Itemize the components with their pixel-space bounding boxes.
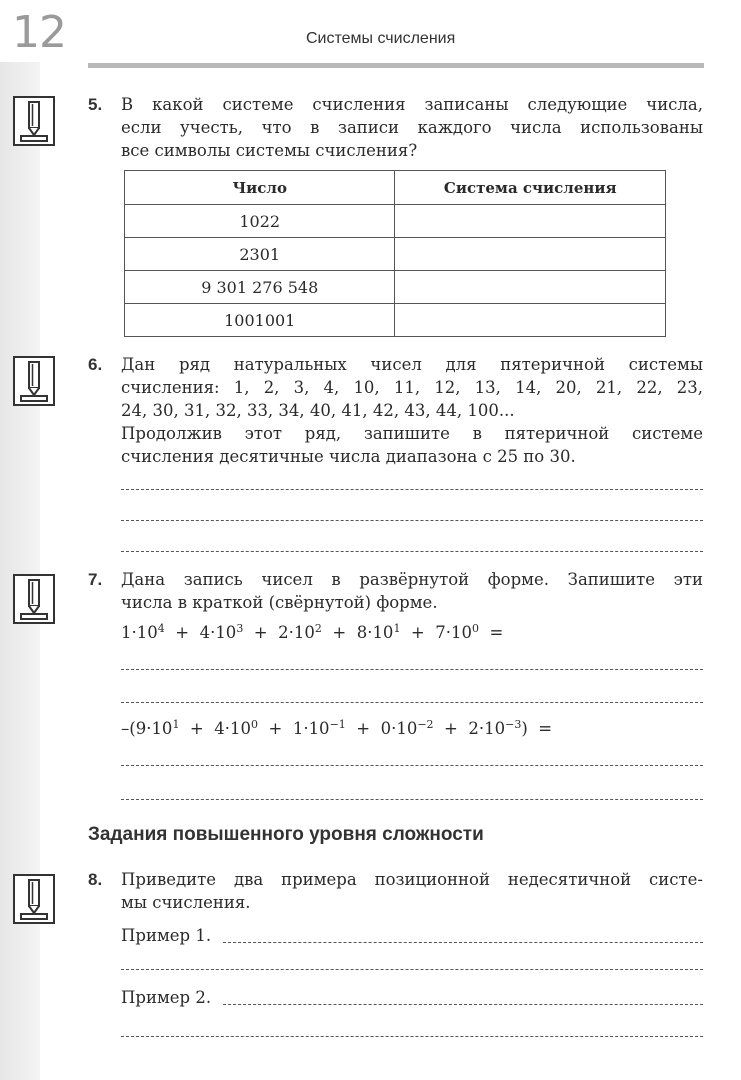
- term-coefficient: 9: [135, 719, 147, 738]
- task-5-line-3: все символы системы счисления?: [121, 141, 418, 160]
- term-base: 10: [396, 719, 418, 738]
- pencil-task-icon: [13, 356, 55, 406]
- table-row: [125, 304, 666, 337]
- task-8-line-1: Приведите два примера позиционной недесятичной систе-: [121, 870, 703, 889]
- answer-cell[interactable]: [395, 271, 666, 304]
- task-6-line-5: счисления десятичные числа диапазона с 25 по 30.: [121, 447, 576, 466]
- term-exponent: 0: [251, 718, 258, 731]
- term-coefficient: 0: [380, 719, 392, 738]
- task-6-line-1: Дан ряд натуральных чисел для пятеричной системы: [121, 355, 703, 374]
- answer-line[interactable]: [223, 942, 703, 943]
- task-6-number: 6.: [88, 355, 103, 374]
- task-7-line-1: Дана запись чисел в развёрнутой форме. Запишите эти: [121, 570, 703, 589]
- answer-cell[interactable]: [395, 238, 666, 271]
- example-2-label: Пример 2.: [121, 988, 212, 1007]
- answer-line[interactable]: [121, 489, 703, 490]
- answer-cell[interactable]: [395, 205, 666, 238]
- answer-line[interactable]: [121, 969, 703, 970]
- term-base: 10: [484, 719, 506, 738]
- answer-line[interactable]: [121, 799, 703, 800]
- task-5-text: [121, 93, 703, 162]
- task-6-line-3: 24, 30, 31, 32, 33, 34, 40, 41, 42, 43, 44, 100...: [121, 401, 515, 420]
- table-row: [125, 205, 666, 238]
- section-title: Задания повышенного уровня сложности: [88, 824, 484, 845]
- task-7-text: [121, 568, 703, 614]
- task-8-number: 8.: [88, 870, 103, 889]
- term-base: 10: [215, 623, 237, 642]
- term-coefficient: 8: [356, 623, 368, 642]
- answer-line[interactable]: [121, 551, 703, 552]
- example-1-label: Пример 1.: [121, 926, 212, 945]
- number-cell: 9 301 276 548: [125, 271, 395, 304]
- answer-line[interactable]: [121, 1036, 703, 1037]
- term-exponent: 4: [157, 622, 165, 635]
- task-5-number: 5.: [88, 95, 103, 114]
- column-header-system: Система счисления: [395, 171, 666, 205]
- term-coefficient: 7: [435, 623, 446, 642]
- task-5-line-2: если учесть, что в записи каждого числа использованы: [121, 118, 703, 137]
- term-coefficient: 1: [121, 623, 132, 642]
- task-6-line-2: счисления: 1, 2, 3, 4, 10, 11, 12, 13, 14, 20, 21, 22, 23,: [121, 378, 703, 397]
- term-base: 10: [372, 623, 394, 642]
- formula-close-paren: ): [521, 719, 528, 738]
- term-coefficient: 2: [278, 623, 289, 642]
- table-header-row: [125, 171, 666, 205]
- example-1-row: [121, 925, 703, 947]
- expanded-formula-2: $-(9\cdot 10^1 + 4\cdot 10^0 + 1\cdot 10^{-1} + 0\cdot 10^{-2} + 2\cdot 10^{-3})$ =: [121, 718, 553, 738]
- task-7-number: 7.: [88, 570, 103, 589]
- term-exponent: −3: [505, 718, 522, 731]
- term-exponent: 3: [236, 622, 244, 635]
- answer-line[interactable]: [121, 520, 703, 521]
- answer-line[interactable]: [223, 1004, 703, 1005]
- task-6-line-4: Продолжив этот ряд, запишите в пятеричной системе: [121, 424, 703, 443]
- number-cell: 1022: [125, 205, 395, 238]
- number-cell: 1001001: [125, 304, 395, 337]
- table-row: [125, 238, 666, 271]
- number-cell: 2301: [125, 238, 395, 271]
- term-coefficient: 2: [468, 719, 479, 738]
- term-coefficient: 4: [199, 623, 211, 642]
- term-exponent: 1: [172, 718, 180, 731]
- term-exponent: 0: [472, 622, 479, 635]
- expanded-formula-1: $1\cdot 10^4 + 4\cdot 10^3 + 2\cdot 10^2 + 8\cdot 10^1 + 7\cdot 10^0$ =: [121, 622, 504, 642]
- term-base: 10: [230, 719, 251, 738]
- header-rule: [88, 63, 704, 68]
- pencil-task-icon: [13, 96, 55, 146]
- formula-open-paren: –(: [121, 719, 136, 738]
- left-margin-strip: [0, 62, 40, 1080]
- term-exponent: −2: [417, 718, 434, 731]
- term-base: 10: [293, 623, 315, 642]
- answer-line[interactable]: [121, 669, 703, 670]
- term-exponent: 2: [314, 622, 322, 635]
- column-header-number: Число: [125, 171, 395, 205]
- term-exponent: −1: [329, 718, 346, 731]
- term-coefficient: 1: [292, 719, 304, 738]
- table-row: [125, 271, 666, 304]
- term-base: 10: [136, 623, 158, 642]
- term-exponent: 1: [393, 622, 401, 635]
- pencil-task-icon: [13, 574, 55, 624]
- term-base: 10: [451, 623, 472, 642]
- task-6-text: [121, 353, 703, 468]
- number-system-table: [124, 170, 666, 337]
- answer-cell[interactable]: [395, 304, 666, 337]
- task-8-line-2: мы счисления.: [121, 893, 251, 912]
- page-number: 12: [12, 7, 66, 58]
- pencil-task-icon: [13, 874, 55, 924]
- example-2-row: [121, 987, 703, 1009]
- answer-line[interactable]: [121, 765, 703, 766]
- task-5-line-1: В какой системе счисления записаны следующие числа,: [121, 95, 703, 114]
- term-base: 10: [308, 719, 330, 738]
- task-8-text: [121, 868, 703, 914]
- term-coefficient: 4: [214, 719, 225, 738]
- chapter-title: Системы счисления: [306, 30, 456, 47]
- term-base: 10: [151, 719, 173, 738]
- answer-line[interactable]: [121, 702, 703, 703]
- task-7-line-2: числа в краткой (свёрнутой) форме.: [121, 593, 438, 612]
